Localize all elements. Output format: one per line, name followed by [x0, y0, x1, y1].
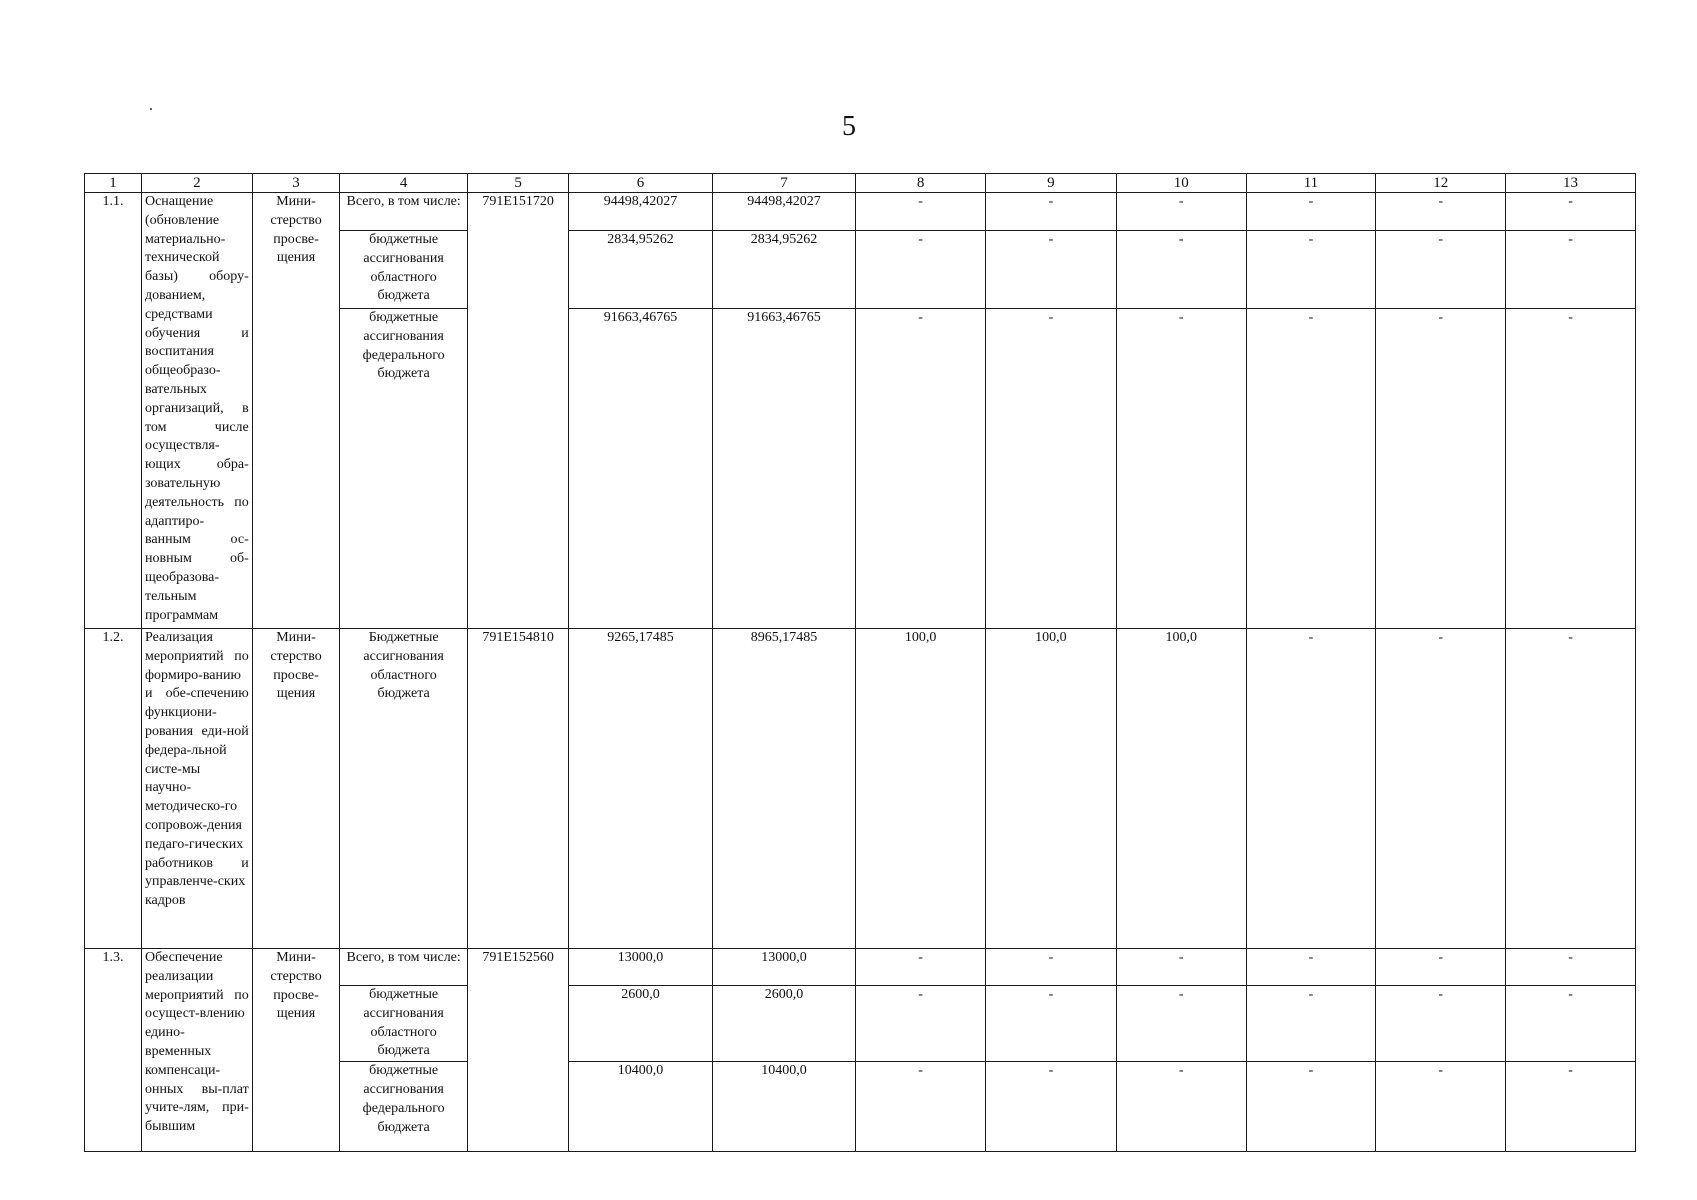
funding-source: бюджетные ассигнования областного бюджета [340, 986, 468, 1062]
budget-code: 791Е152560 [467, 949, 568, 1152]
value-cell: 2600,0 [712, 986, 855, 1062]
row-number: 1.1. [85, 193, 142, 629]
value-cell: - [1506, 949, 1636, 986]
value-cell: - [1116, 949, 1246, 986]
column-number: 10 [1116, 174, 1246, 193]
activity-name: Оснащение (обновление материально-технической базы) обору-дованием, средствами обучения и воспитания общеобразо-вательных организаций, в том числе осуществля-ющих обра-зовательную деятельность по адаптиро-ванным ос-новным об-щеобразова-тельным программам [141, 193, 252, 629]
column-number: 2 [141, 174, 252, 193]
funding-source: бюджетные ассигнования федерального бюджета [340, 309, 468, 629]
value-cell: - [1116, 309, 1246, 629]
row-number: 1.3. [85, 949, 142, 1152]
value-cell: - [1506, 309, 1636, 629]
value-cell: 91663,46765 [569, 309, 712, 629]
value-cell: - [1246, 629, 1376, 949]
executor: Мини-стерство просве-щения [252, 949, 340, 1152]
column-number: 12 [1376, 174, 1506, 193]
column-number: 7 [712, 174, 855, 193]
value-cell: - [1246, 231, 1376, 309]
value-cell: - [985, 309, 1116, 629]
value-cell: - [1116, 231, 1246, 309]
value-cell: - [1116, 193, 1246, 231]
value-cell: - [1116, 1062, 1246, 1152]
value-cell: 100,0 [856, 629, 986, 949]
value-cell: - [985, 231, 1116, 309]
value-cell: - [1246, 986, 1376, 1062]
scan-speck [150, 108, 152, 110]
funding-source: Всего, в том числе: [340, 949, 468, 986]
column-number-row [85, 174, 1636, 193]
funding-source: Бюджетные ассигнования областного бюджета [340, 629, 468, 949]
column-number: 6 [569, 174, 712, 193]
value-cell: - [856, 986, 986, 1062]
value-cell: - [985, 986, 1116, 1062]
value-cell: - [1246, 1062, 1376, 1152]
executor: Мини-стерство просве-щения [252, 629, 340, 949]
value-cell: - [1506, 193, 1636, 231]
value-cell: 94498,42027 [569, 193, 712, 231]
value-cell: - [1376, 193, 1506, 231]
value-cell: - [1506, 629, 1636, 949]
value-cell: - [985, 1062, 1116, 1152]
column-number: 11 [1246, 174, 1376, 193]
value-cell: - [856, 949, 986, 986]
funding-source: Всего, в том числе: [340, 193, 468, 231]
value-cell: - [1376, 309, 1506, 629]
value-cell: 13000,0 [712, 949, 855, 986]
column-number: 9 [985, 174, 1116, 193]
activity-name: Обеспечение реализации мероприятий по осущест-влению едино-временных компенсаци-онных вы-плат учите-лям, при-бывшим [141, 949, 252, 1152]
value-cell: 94498,42027 [712, 193, 855, 231]
value-cell: - [1376, 629, 1506, 949]
value-cell: - [856, 1062, 986, 1152]
value-cell: - [1506, 986, 1636, 1062]
budget-code: 791Е154810 [467, 629, 568, 949]
value-cell: - [1506, 1062, 1636, 1152]
value-cell: - [1376, 949, 1506, 986]
value-cell: 13000,0 [569, 949, 712, 986]
value-cell: 100,0 [985, 629, 1116, 949]
activity-name: Реализация мероприятий по формиро-ванию и обе-спечению функциони-рования еди-ной федера-льной систе-мы научно-методическо-го сопровож-дения педаго-гических работников и управленче-ских кадров [141, 629, 252, 949]
funding-source: бюджетные ассигнования федерального бюджета [340, 1062, 468, 1152]
value-cell: - [1376, 1062, 1506, 1152]
row-number: 1.2. [85, 629, 142, 949]
funding-source: бюджетные ассигнования областного бюджета [340, 231, 468, 309]
value-cell: - [1246, 309, 1376, 629]
page-number: 5 [842, 111, 856, 142]
value-cell: - [1376, 986, 1506, 1062]
value-cell: - [985, 949, 1116, 986]
value-cell: 2834,95262 [569, 231, 712, 309]
value-cell: 10400,0 [569, 1062, 712, 1152]
budget-table [84, 173, 1636, 1152]
column-number: 8 [856, 174, 986, 193]
value-cell: - [1116, 986, 1246, 1062]
value-cell: 9265,17485 [569, 629, 712, 949]
value-cell: - [856, 193, 986, 231]
value-cell: - [1246, 949, 1376, 986]
value-cell: 10400,0 [712, 1062, 855, 1152]
column-number: 5 [467, 174, 568, 193]
column-number: 1 [85, 174, 142, 193]
value-cell: 91663,46765 [712, 309, 855, 629]
executor: Мини-стерство просве-щения [252, 193, 340, 629]
value-cell: - [1376, 231, 1506, 309]
value-cell: - [1506, 231, 1636, 309]
value-cell: - [1246, 193, 1376, 231]
value-cell: - [856, 231, 986, 309]
column-number: 3 [252, 174, 340, 193]
value-cell: 8965,17485 [712, 629, 855, 949]
column-number: 13 [1506, 174, 1636, 193]
value-cell: 2834,95262 [712, 231, 855, 309]
budget-code: 791Е151720 [467, 193, 568, 629]
table-row [85, 949, 1636, 986]
value-cell: 100,0 [1116, 629, 1246, 949]
column-number: 4 [340, 174, 468, 193]
value-cell: - [985, 193, 1116, 231]
table-row [85, 193, 1636, 231]
table-row [85, 629, 1636, 949]
value-cell: 2600,0 [569, 986, 712, 1062]
value-cell: - [856, 309, 986, 629]
